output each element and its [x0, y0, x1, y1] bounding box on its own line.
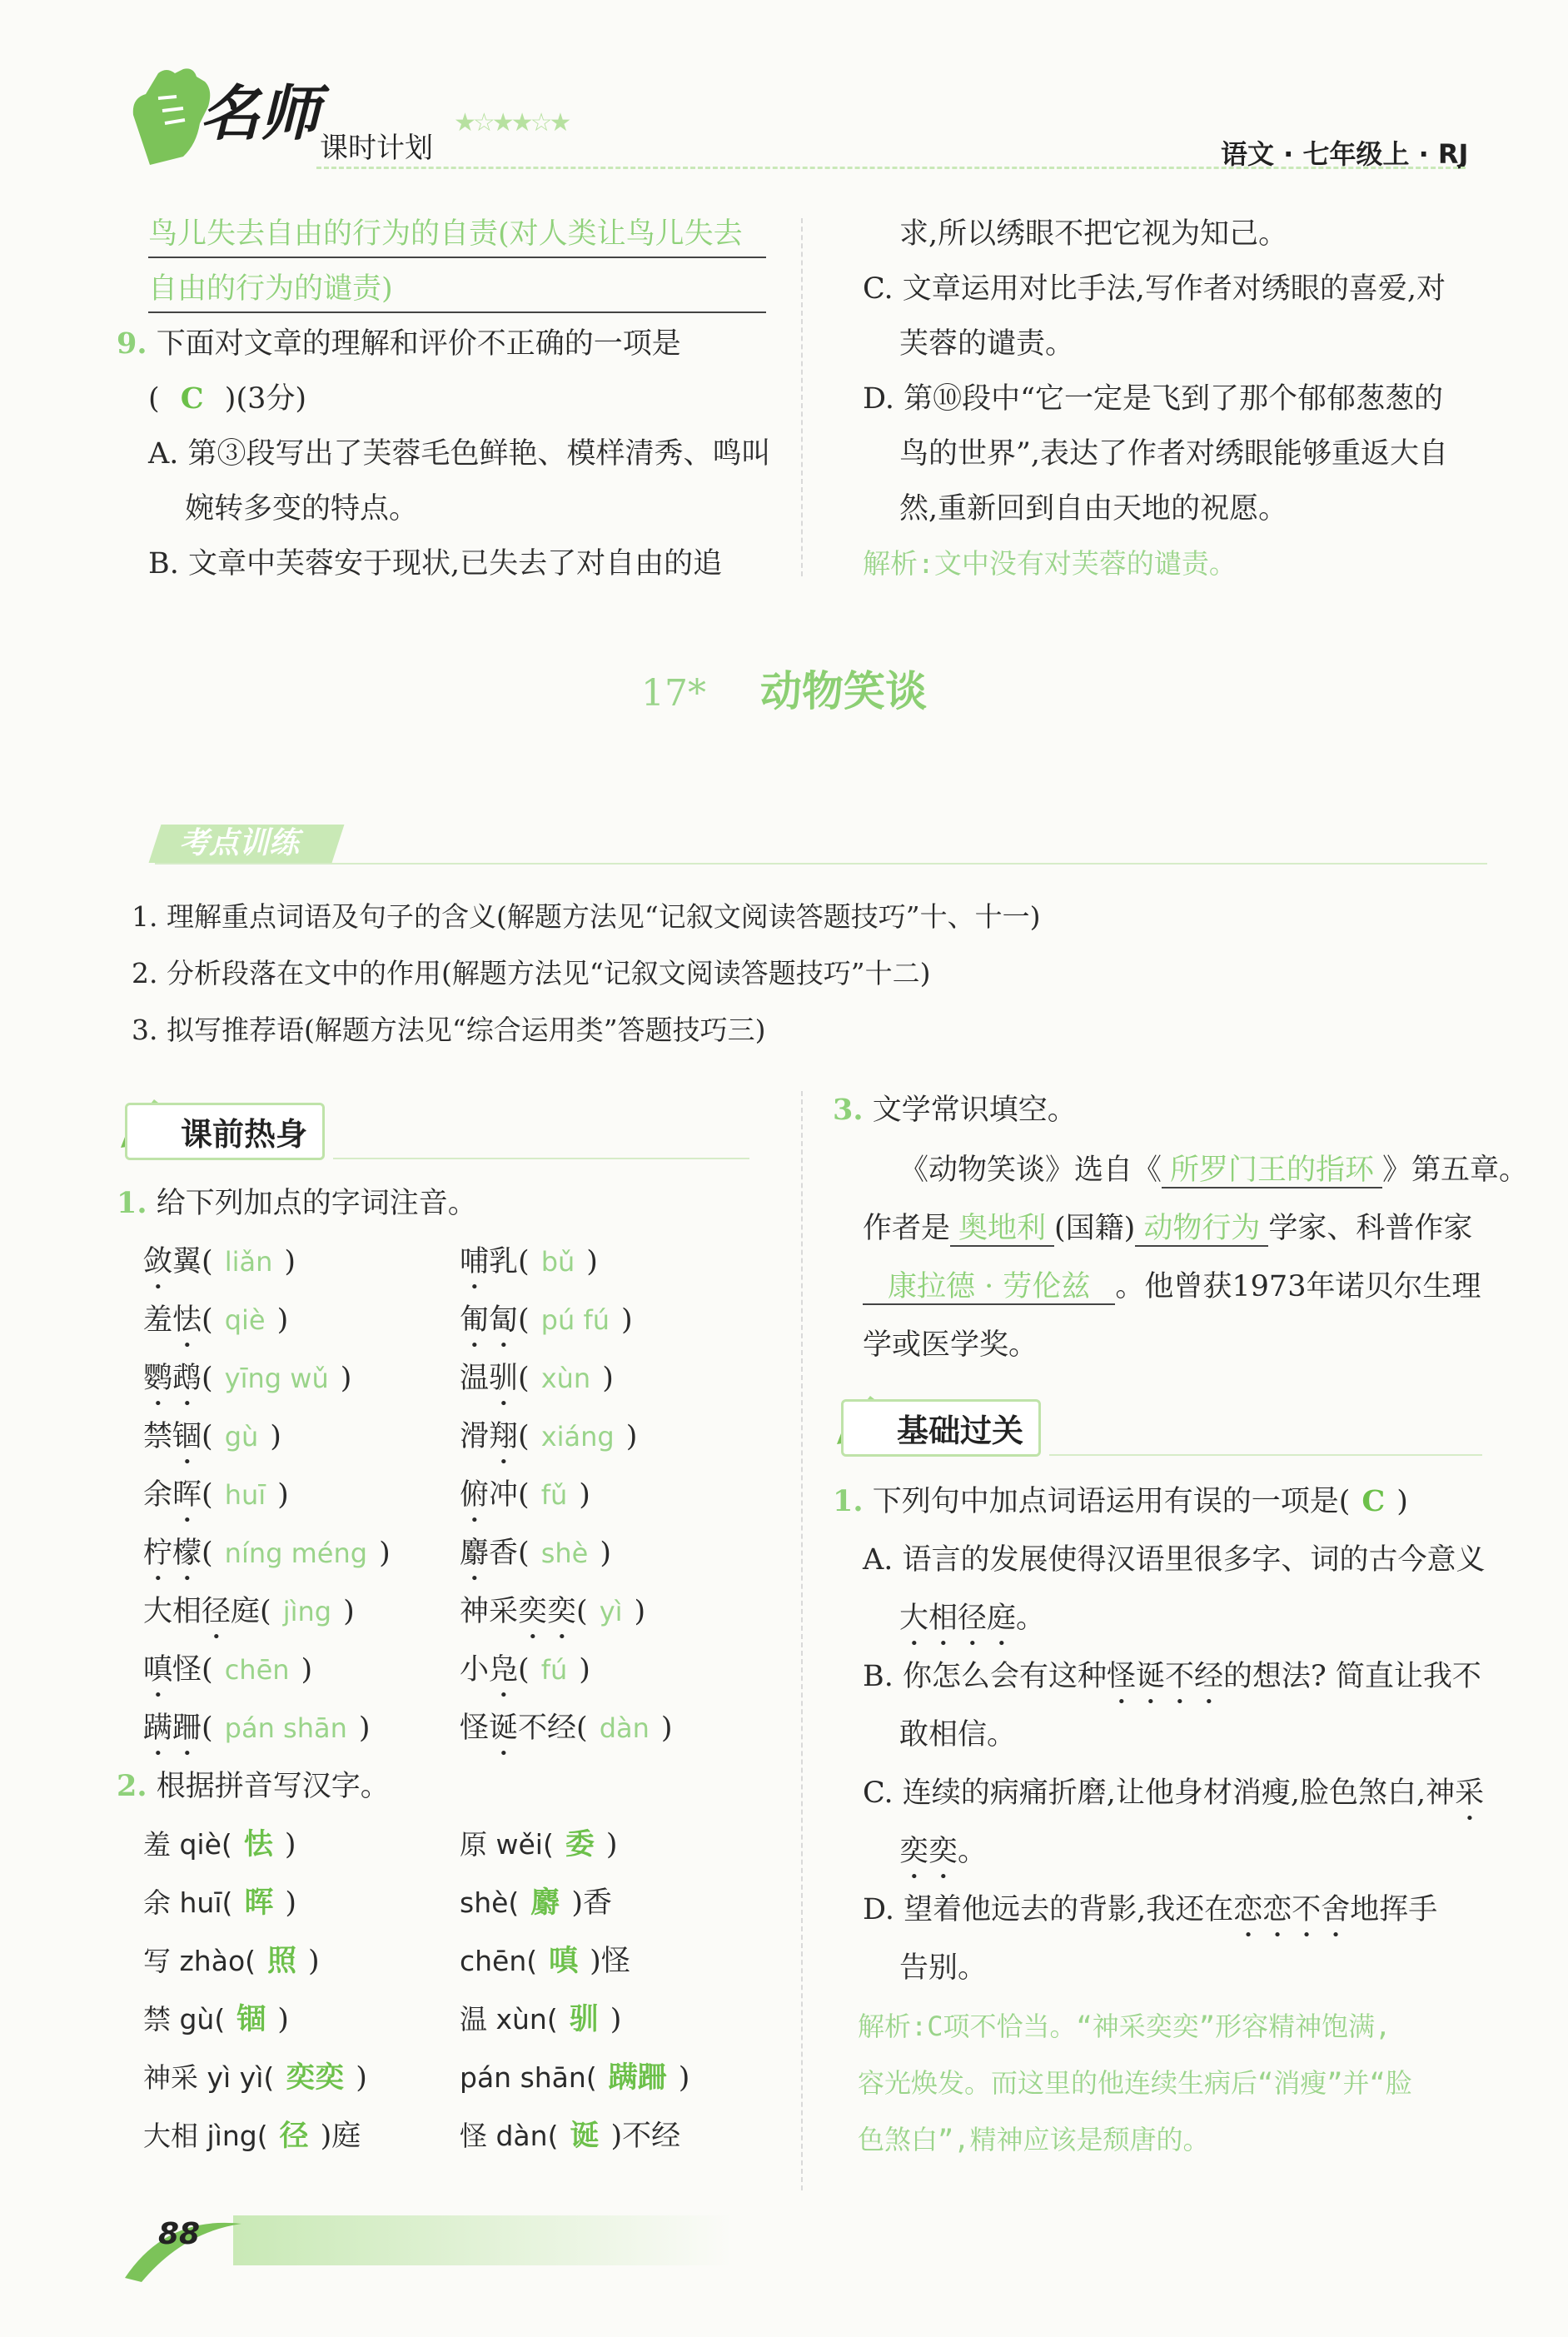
- pinyin-answer: jìng: [282, 1596, 332, 1627]
- jichu-analysis-2: 容光焕发。而这里的他连续生病后“消瘦”并“脸: [858, 2067, 1412, 2099]
- jichu-analysis-1: 解析:C项不恰当。“神采奕奕”形容精神饱满,: [858, 2011, 1391, 2042]
- jichu-question-1: [833, 1474, 1408, 1529]
- hanzi-suffix: ): [610, 2003, 622, 2036]
- hanzi-prompt: 羞 qiè(: [143, 1828, 232, 1861]
- q3-l3-post: 。他曾获1973年诺贝尔生理: [1115, 1270, 1481, 1303]
- pinyin-word-dotted: 径: [202, 1595, 231, 1628]
- keqian-q2-number: 2.: [117, 1769, 147, 1803]
- paren-open: (: [202, 1478, 213, 1512]
- q3-line-2: [863, 1201, 1472, 1256]
- pinyin-word-dotted: 凫: [489, 1653, 519, 1687]
- pinyin-item: [143, 1293, 288, 1354]
- hanzi-answer: 锢: [236, 2002, 266, 2036]
- question-9-number: 9.: [117, 326, 147, 361]
- hanzi-item: [460, 1934, 630, 1989]
- q3-heading: [833, 1083, 1077, 1138]
- pinyin-word-pre: 滑: [460, 1420, 490, 1453]
- jichu-option-c-line2: [899, 1824, 987, 1886]
- pinyin-answer: bǔ: [540, 1246, 575, 1278]
- header: [0, 0, 1568, 192]
- jichu-d-dotted: 恋恋不舍: [1233, 1893, 1351, 1926]
- pinyin-word-dotted: 哺: [460, 1245, 490, 1278]
- keqian-q1-number: 1.: [117, 1186, 147, 1220]
- hanzi-answer: 照: [267, 1944, 297, 1978]
- pinyin-answer: níng méng: [224, 1537, 368, 1569]
- keqian-section-title: 课前热身: [125, 1103, 325, 1160]
- paren-open: (: [202, 1537, 213, 1570]
- paren-open: (: [518, 1420, 530, 1453]
- answer-underline-1: [148, 257, 766, 258]
- pinyin-word-pre: 大相: [143, 1595, 202, 1628]
- paren-close: ): [600, 1537, 611, 1570]
- pinyin-word-dotted: 翔: [489, 1420, 519, 1453]
- q3-l2-pre: 作者是: [863, 1212, 951, 1245]
- q3-text: 文学常识填空。: [872, 1094, 1077, 1127]
- paren-open: (: [576, 1595, 588, 1628]
- jichu-c-dotted-2: 奕奕: [899, 1835, 958, 1868]
- answer-line-2: 自由的行为的谴责): [148, 272, 393, 306]
- series-title: 课时计划: [320, 132, 433, 165]
- lesson-title: 动物笑谈: [760, 666, 928, 715]
- hanzi-answer: 麝: [530, 1886, 560, 1920]
- paren-close: ): [284, 1245, 296, 1278]
- pinyin-answer: xùn: [540, 1363, 591, 1394]
- q3-answer-author: 康拉德 · 劳伦兹: [863, 1270, 1115, 1305]
- q3-l1-post: 》第五章。: [1382, 1154, 1529, 1187]
- jichu-rule: [1049, 1454, 1482, 1456]
- paren-close: ): [340, 1362, 352, 1395]
- kaodian-item-3: 3. 拟写推荐语(解题方法见“综合运用类”答题技巧三): [132, 1014, 766, 1046]
- paren-close: ): [301, 1653, 313, 1687]
- paren-close: ): [579, 1653, 590, 1687]
- jichu-option-d-line1: [863, 1882, 1437, 1944]
- paren-close: ): [625, 1420, 638, 1453]
- paren-open: (: [202, 1245, 213, 1278]
- q3-answer-nationality: 奥地利: [950, 1212, 1054, 1247]
- jichu-q1-number: 1.: [833, 1484, 864, 1518]
- pinyin-word-post: 翼: [172, 1245, 202, 1278]
- hanzi-prompt: 写 zhào(: [143, 1945, 256, 1977]
- pinyin-answer: xiáng: [540, 1421, 615, 1453]
- hanzi-prompt: shè(: [460, 1886, 520, 1919]
- jichu-c-dotted-1: 采: [1455, 1776, 1485, 1810]
- pinyin-item: [143, 1526, 391, 1587]
- pinyin-word-dotted: 嗔: [143, 1653, 173, 1687]
- pinyin-word-pre: 羞: [143, 1303, 173, 1337]
- header-stars-icon: ★☆★★☆★: [454, 108, 569, 137]
- q3-line-1: [899, 1143, 1528, 1198]
- q3-l2-post: 学家、科普作家: [1268, 1212, 1473, 1245]
- kaodian-item-1: 1. 理解重点词语及句子的含义(解题方法见“记叙文阅读答题技巧”十、十一): [132, 900, 1041, 933]
- jichu-a-end: 。: [1016, 1602, 1046, 1635]
- pinyin-item: [460, 1642, 590, 1704]
- pinyin-answer: shè: [540, 1537, 589, 1569]
- hanzi-answer: 径: [279, 2119, 309, 2153]
- paren-open: (: [202, 1362, 213, 1395]
- pinyin-item: [143, 1234, 296, 1296]
- question-9: [117, 316, 681, 371]
- jichu-q1-text: 下列句中加点词语运用有误的一项是(: [872, 1485, 1351, 1518]
- jichu-analysis-3: 色煞白”,精神应该是颓唐的。: [858, 2124, 1210, 2155]
- jichu-q1-close: ): [1396, 1485, 1408, 1518]
- paren-close: ): [358, 1712, 371, 1745]
- kaodian-label: 考点训练: [179, 826, 300, 860]
- question-9-answer-line: [148, 371, 306, 426]
- q3-answer-field: 动物行为: [1135, 1212, 1268, 1247]
- kaodian-rule: [155, 863, 1487, 865]
- hanzi-answer: 奕奕: [286, 2060, 345, 2095]
- jichu-a-dotted: 大相径庭: [899, 1602, 1017, 1635]
- hanzi-item: [460, 1817, 618, 1872]
- paren-close: ): [579, 1478, 590, 1512]
- logo-text: 名师: [200, 77, 321, 148]
- jichu-c-end: 。: [958, 1835, 988, 1868]
- keqian-question-2: [117, 1759, 390, 1814]
- paren-open: (: [518, 1653, 530, 1687]
- jichu-b-post: 的想法? 简直让我不: [1223, 1660, 1481, 1693]
- q3-line-4: 学或医学奖。: [863, 1328, 1038, 1362]
- pinyin-answer: liǎn: [224, 1246, 273, 1278]
- paren-close: ): [586, 1245, 598, 1278]
- pinyin-word-dotted: 柠檬: [143, 1537, 202, 1570]
- hanzi-item: [143, 2109, 361, 2164]
- page-number: 88: [158, 2217, 201, 2251]
- jichu-option-a-line2: [899, 1591, 1045, 1652]
- hanzi-suffix: )香: [571, 1886, 612, 1920]
- pinyin-answer: yì: [599, 1596, 623, 1627]
- paren-open: (: [576, 1712, 588, 1745]
- paren-open: (: [260, 1595, 271, 1628]
- pinyin-word-pre: 神采: [460, 1595, 519, 1628]
- jichu-q1-answer: C: [1361, 1484, 1386, 1518]
- paren-close: ): [602, 1362, 614, 1395]
- pinyin-word-dotted: 诞: [489, 1712, 519, 1745]
- hanzi-answer: 诞: [570, 2119, 600, 2153]
- pinyin-item: [460, 1526, 611, 1587]
- q9-option-d-line3: 然,重新回到自由天地的祝愿。: [899, 492, 1288, 526]
- pinyin-answer: pú fú: [540, 1304, 610, 1336]
- pinyin-item: [460, 1234, 598, 1296]
- pinyin-word-post: 怪: [172, 1653, 202, 1687]
- hanzi-suffix: ): [284, 1828, 296, 1861]
- pinyin-item: [143, 1584, 355, 1646]
- pinyin-answer: dàn: [599, 1712, 650, 1744]
- paren-close: ): [270, 1420, 281, 1453]
- hanzi-suffix: ): [308, 1945, 320, 1978]
- lesson-header: [0, 658, 1568, 718]
- kaodian-item-2: 2. 分析段落在文中的作用(解题方法见“记叙文阅读答题技巧”十二): [132, 957, 931, 989]
- pinyin-item: [143, 1642, 312, 1704]
- jichu-b-pre: B. 你怎么会有这种: [863, 1660, 1107, 1693]
- paren-close: ): [343, 1595, 355, 1628]
- hanzi-prompt: chēn(: [460, 1945, 538, 1977]
- answer-line-1: 鸟儿失去自由的行为的自责(对人类让鸟儿失去: [148, 217, 743, 251]
- paren-open: (: [148, 382, 160, 416]
- paren-close-score: )(3分): [224, 382, 307, 416]
- pinyin-word-dotted: 俯: [460, 1478, 490, 1512]
- paren-open: (: [518, 1362, 530, 1395]
- hanzi-suffix: )不经: [610, 2120, 681, 2153]
- hanzi-suffix: )怪: [590, 1945, 630, 1978]
- pinyin-item: [460, 1409, 637, 1471]
- paren-open: (: [202, 1712, 213, 1745]
- q9-option-b-line1: B. 文章中芙蓉安于现状,已失去了对自由的追: [148, 547, 723, 581]
- subject-label: 语文 · 七年级上 · RJ: [1221, 138, 1469, 170]
- hanzi-item: [143, 2050, 367, 2105]
- pinyin-word-dotted: 锢: [172, 1420, 202, 1453]
- pinyin-answer: fǔ: [540, 1479, 568, 1511]
- pinyin-item: [460, 1293, 633, 1354]
- q3-l2-mid: (国籍): [1054, 1212, 1136, 1245]
- pinyin-word-dotted: 匍匐: [460, 1303, 519, 1337]
- pinyin-word-pre: 小: [460, 1653, 490, 1687]
- hanzi-item: [143, 1817, 296, 1872]
- hanzi-item: [143, 1876, 296, 1931]
- pinyin-answer: gù: [224, 1421, 259, 1453]
- hanzi-item: [460, 1876, 612, 1931]
- hanzi-prompt: 余 huī(: [143, 1886, 233, 1919]
- jichu-b-dotted: 怪诞不经: [1106, 1660, 1223, 1693]
- pinyin-word-dotted: 奕奕: [518, 1595, 577, 1628]
- q3-line-3: [863, 1259, 1481, 1314]
- answer-underline-2: [148, 311, 766, 313]
- hanzi-item: [143, 1934, 320, 1989]
- pinyin-word-dotted: 鹦鹉: [143, 1362, 202, 1395]
- pinyin-word-dotted: 驯: [489, 1362, 519, 1395]
- pinyin-word-dotted: 蹒跚: [143, 1712, 202, 1745]
- hanzi-answer: 嗔: [549, 1944, 579, 1978]
- pinyin-item: [460, 1467, 590, 1529]
- hanzi-suffix: )庭: [320, 2120, 361, 2153]
- column-divider-bottom: [801, 1091, 803, 2190]
- question-9-text: 下面对文章的理解和评价不正确的一项是: [156, 327, 681, 361]
- hanzi-prompt: 原 wěi(: [460, 1828, 554, 1861]
- hanzi-item: [460, 2109, 680, 2164]
- hanzi-prompt: 大相 jìng(: [143, 2120, 268, 2152]
- hanzi-suffix: ): [678, 2061, 690, 2095]
- paren-close: ): [379, 1537, 391, 1570]
- paren-open: (: [518, 1478, 530, 1512]
- q9-option-a-line2: 婉转多变的特点。: [185, 492, 419, 526]
- q3-l1-pre: 《动物笑谈》选自《: [899, 1154, 1162, 1187]
- pinyin-answer: yīng wǔ: [224, 1363, 329, 1394]
- q3-number: 3.: [833, 1093, 864, 1127]
- paren-open: (: [202, 1420, 213, 1453]
- paren-close: ): [620, 1303, 633, 1337]
- pinyin-answer: huī: [224, 1479, 266, 1511]
- hanzi-suffix: ): [356, 2061, 367, 2095]
- column-divider-top: [801, 218, 803, 576]
- header-divider: [316, 167, 1466, 169]
- q9-analysis: 解析:文中没有对芙蓉的谴责。: [863, 547, 1237, 580]
- q9-option-c-line2: 芙蓉的谴责。: [899, 327, 1075, 361]
- pinyin-word-pre: 怪: [460, 1712, 490, 1745]
- pinyin-word-pre: 余: [143, 1478, 173, 1512]
- paren-close: ): [276, 1303, 289, 1337]
- hanzi-prompt: pán shān(: [460, 2061, 597, 2094]
- q3-answer-book: 所罗门王的指环: [1162, 1154, 1382, 1188]
- q9-option-d-line2: 鸟的世界”,表达了作者对绣眼能够重返大自: [899, 437, 1449, 471]
- hanzi-prompt: 怪 dàn(: [460, 2120, 559, 2152]
- paren-open: (: [202, 1303, 213, 1337]
- hanzi-prompt: 神采 yì yì(: [143, 2061, 275, 2094]
- hanzi-suffix: ): [277, 2003, 289, 2036]
- q9-option-b-line2: 求,所以绣眼不把它视为知己。: [899, 217, 1288, 251]
- pinyin-answer: qiè: [224, 1304, 266, 1336]
- pinyin-answer: pán shān: [224, 1712, 347, 1744]
- jichu-c-pre: C. 连续的病痛折磨,让他身材消瘦,脸色煞白,神: [863, 1776, 1456, 1810]
- jichu-d-pre: D. 望着他远去的背影,我还在: [863, 1893, 1234, 1926]
- paren-close: ): [634, 1595, 646, 1628]
- hanzi-suffix: ): [605, 1828, 618, 1861]
- jichu-d-post: 地挥手: [1350, 1893, 1438, 1926]
- paren-open: (: [202, 1653, 213, 1687]
- hanzi-prompt: 温 xùn(: [460, 2003, 558, 2036]
- keqian-q2-text: 根据拼音写汉字。: [156, 1770, 390, 1803]
- pinyin-item: [143, 1467, 289, 1529]
- hanzi-prompt: 禁 gù(: [143, 2003, 226, 2036]
- q9-option-c-line1: C. 文章运用对比手法,写作者对绣眼的喜爱,对: [863, 272, 1446, 306]
- keqian-question-1: [117, 1176, 477, 1231]
- keqian-rule: [333, 1158, 749, 1159]
- pinyin-word-dotted: 晖: [172, 1478, 202, 1512]
- pinyin-word-pre: 禁: [143, 1420, 173, 1453]
- hanzi-answer: 怯: [243, 1827, 273, 1861]
- jichu-section-title: 基础过关: [841, 1399, 1041, 1457]
- hanzi-answer: 蹒跚: [608, 2060, 667, 2095]
- pinyin-item: [143, 1409, 281, 1471]
- paren-open: (: [518, 1245, 530, 1278]
- hanzi-item: [143, 1992, 289, 2047]
- lesson-number: 17*: [640, 672, 706, 715]
- pinyin-answer: chēn: [224, 1654, 290, 1686]
- keqian-q1-text: 给下列加点的字词注音。: [156, 1187, 477, 1220]
- q9-option-d-line1: D. 第⑩段中“它一定是飞到了那个郁郁葱葱的: [863, 382, 1443, 416]
- pinyin-word-post: 冲: [489, 1478, 519, 1512]
- hanzi-answer: 驯: [569, 2002, 599, 2036]
- jichu-option-b-line2: 敢相信。: [899, 1718, 1017, 1752]
- pinyin-word-post: 不经: [518, 1712, 577, 1745]
- q9-option-a-line1: A. 第③段写出了芙蓉毛色鲜艳、模样清秀、鸣叫: [148, 437, 771, 471]
- jichu-option-b-line1: [863, 1649, 1481, 1711]
- pinyin-word-pre: 温: [460, 1362, 490, 1395]
- page-number-swoosh: [117, 2199, 749, 2290]
- hanzi-item: [460, 1992, 621, 2047]
- paren-open: (: [518, 1537, 530, 1570]
- pinyin-word-post: 乳: [489, 1245, 519, 1278]
- pinyin-item: [143, 1701, 371, 1762]
- hanzi-answer: 晖: [244, 1886, 274, 1920]
- jichu-option-c-line1: [863, 1766, 1484, 1827]
- pinyin-answer: fú: [540, 1654, 568, 1686]
- pinyin-word-post: 庭: [231, 1595, 261, 1628]
- jichu-option-a-line1: A. 语言的发展使得汉语里很多字、词的古今意义: [863, 1543, 1486, 1577]
- pinyin-word-dotted: 敛: [143, 1245, 173, 1278]
- pinyin-item: [460, 1584, 645, 1646]
- pinyin-word-dotted: 怯: [172, 1303, 202, 1337]
- pinyin-word-dotted: 麝: [460, 1537, 490, 1570]
- paren-close: ): [660, 1712, 673, 1745]
- paren-open: (: [518, 1303, 530, 1337]
- hanzi-item: [460, 2050, 689, 2105]
- pinyin-item: [460, 1351, 614, 1413]
- pinyin-item: [143, 1351, 351, 1413]
- hanzi-answer: 委: [565, 1827, 595, 1861]
- pinyin-word-post: 香: [489, 1537, 519, 1570]
- question-9-answer: C: [180, 381, 204, 416]
- hanzi-suffix: ): [285, 1886, 297, 1920]
- pinyin-item: [460, 1701, 673, 1762]
- jichu-option-d-line2: 告别。: [899, 1951, 988, 1985]
- paren-close: ): [277, 1478, 289, 1512]
